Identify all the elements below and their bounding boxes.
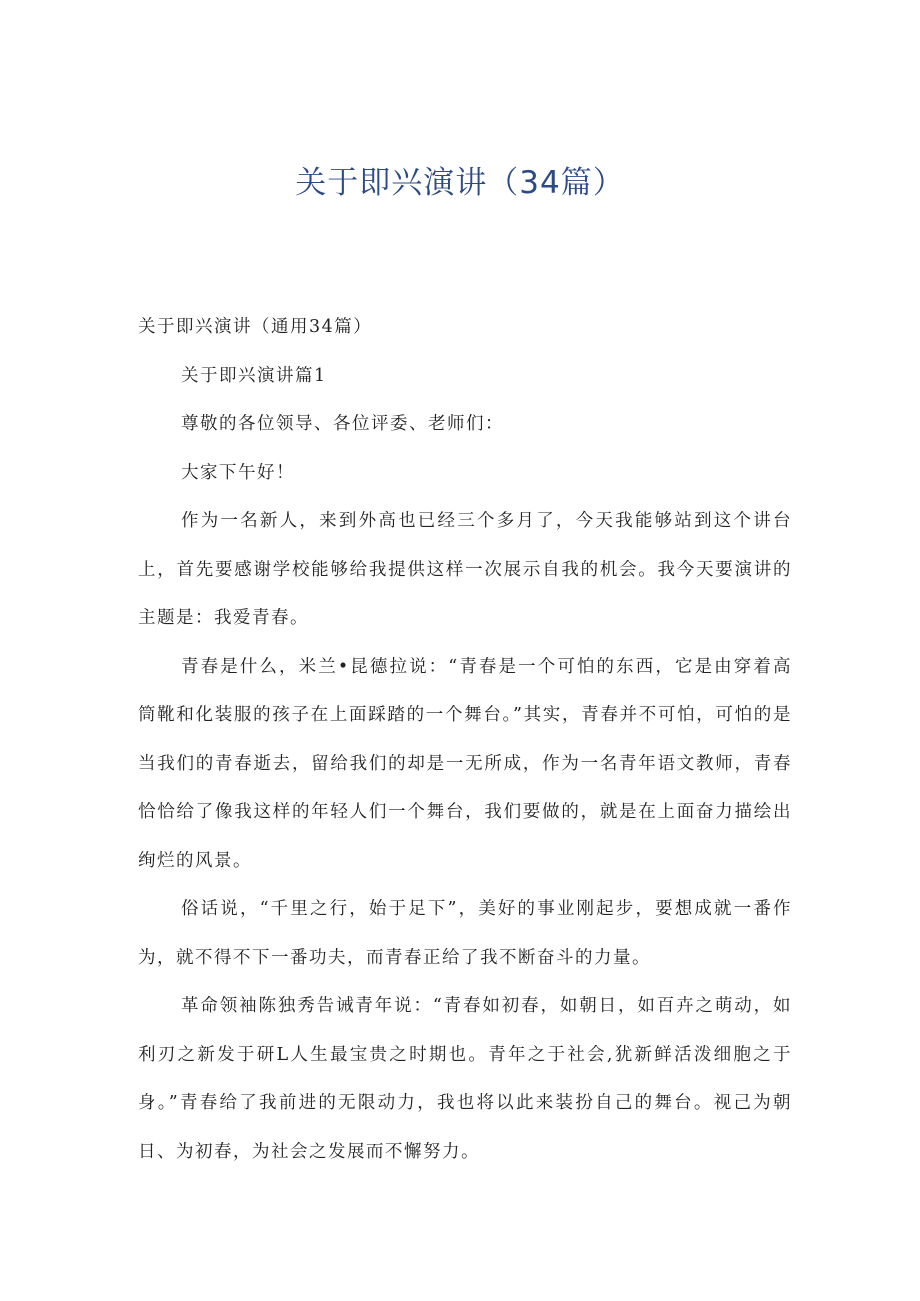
greeting-paragraph: 大家下午好！: [181, 462, 295, 483]
document-title: 关于即兴演讲（34篇）: [295, 165, 625, 201]
salutation-paragraph: 尊敬的各位领导、各位评委、老师们：: [181, 414, 504, 434]
body-paragraph: 青春是什么，米兰•昆德拉说：“青春是一个可怕的东西，它是由穿着高筒靴和化装服的孩子在上面踩踏的一个舞台。”其实，青春并不可怕，可怕的是当我们的青春逝去，留给我们的却是一无所成，作为一名青年语文教师，青春恰恰给了像我这样的年轻人们一个舞台，我们要做的，就是在上面奋力描绘出绚烂的风景。: [138, 656, 792, 871]
document-body: [138, 303, 792, 1176]
section-heading: 关于即兴演讲篇1: [181, 365, 327, 386]
document-subtitle: 关于即兴演讲（通用34篇）: [138, 317, 373, 337]
body-paragraph: 俗话说，“千里之行，始于足下”，美好的事业刚起步，要想成就一番作为，就不得不下一番功夫，而青春正给了我不断奋斗的力量。: [138, 899, 792, 968]
body-paragraph: 革命领袖陈独秀告诫青年说：“青春如初春，如朝日，如百卉之萌动，如利刃之新发于研L人生最宝贵之时期也。青年之于社会,犹新鲜活泼细胞之于身。”青春给了我前进的无限动力，我也将以此来装扮自己的舞台。视己为朝日、为初春，为社会之发展而不懈努力。: [138, 996, 792, 1162]
body-paragraph: 作为一名新人，来到外高也已经三个多月了，今天我能够站到这个讲台上，首先要感谢学校能够给我提供这样一次展示自我的机会。我今天要演讲的主题是：我爱青春。: [138, 511, 792, 628]
